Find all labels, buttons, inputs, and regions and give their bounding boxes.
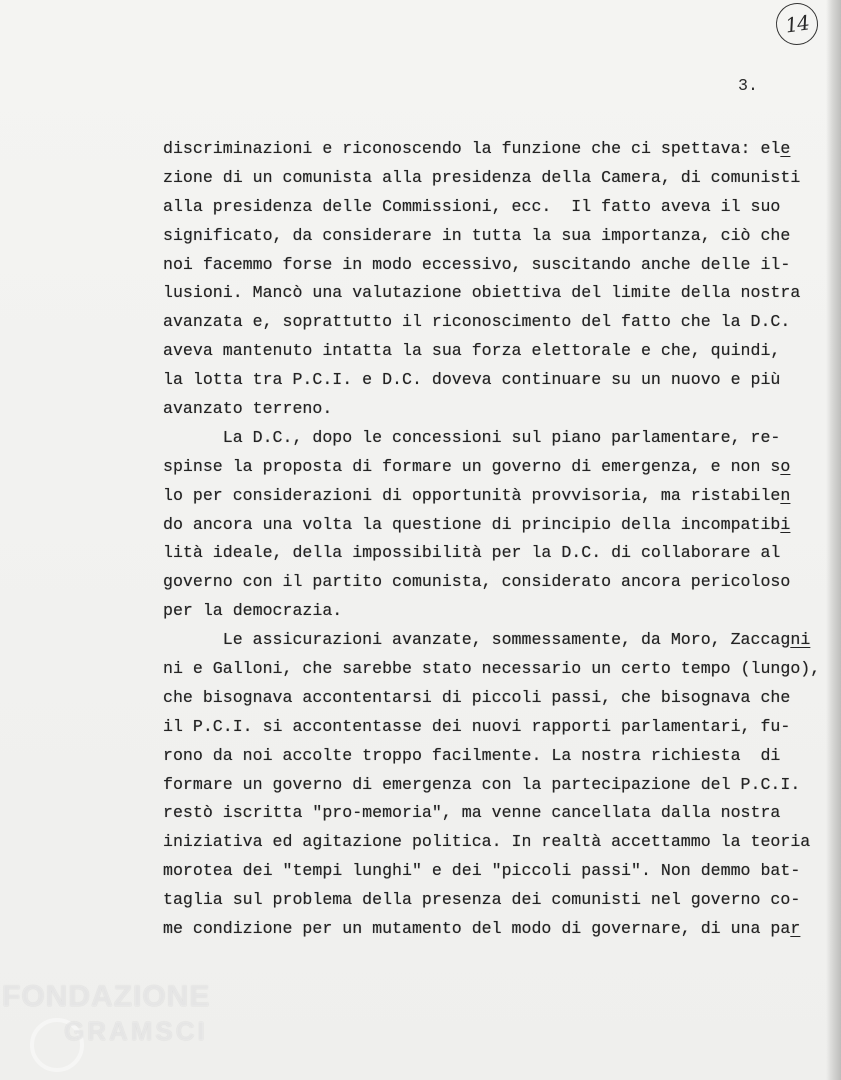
line-text: lo per considerazioni di opportunità provvisoria, ma ristabile [163, 485, 781, 505]
line-text: Le assicurazioni avanzate, sommessamente, da Moro, Zaccag [163, 630, 791, 650]
underlined-text: i [780, 514, 791, 534]
folio-mark-circled [773, 0, 820, 47]
line-text: aveva mantenuto intatta la sua forza elettorale e che, quindi, [163, 341, 781, 361]
text-line [163, 742, 833, 771]
line-text: discriminazioni e riconoscendo la funzione che ci spettava: el [163, 139, 781, 158]
text-line [163, 799, 833, 828]
text-line [163, 308, 833, 337]
underlined-text: ni [790, 630, 811, 650]
text-line [163, 857, 833, 886]
line-text: taglia sul problema della presenza dei comunisti nel governo co- [163, 890, 801, 910]
text-line [163, 626, 833, 655]
line-text: per la democrazia. [163, 601, 343, 621]
line-text: rono da noi accolte troppo facilmente. La nostra richiesta di [163, 745, 781, 765]
text-line [163, 713, 833, 742]
watermark-line-2: GRAMSCI [64, 1016, 208, 1046]
line-text: do ancora una volta la questione di principio della incompatib [163, 514, 781, 534]
line-text: alla presidenza delle Commissioni, ecc. Il fatto aveva il suo [163, 196, 781, 216]
text-line [163, 655, 833, 684]
text-line [163, 453, 833, 482]
line-text: La D.C., dopo le concessioni sul piano parlamentare, re- [163, 427, 781, 447]
line-text: governo con il partito comunista, considerato ancora pericoloso [163, 572, 791, 592]
line-text: me condizione per un mutamento del modo di governare, di una pa [163, 919, 791, 939]
underlined-text: n [780, 485, 791, 505]
text-line [163, 828, 833, 857]
line-text: lusioni. Mancò una valutazione obiettiva del limite della nostra [163, 283, 801, 303]
text-line [163, 771, 833, 800]
text-line [163, 222, 833, 251]
line-text: il P.C.I. si accontentasse dei nuovi rapporti parlamentari, fu- [163, 716, 791, 736]
text-line [163, 395, 833, 424]
line-text: restò iscritta "pro-memoria", ma venne cancellata dalla nostra [163, 803, 781, 823]
text-line [163, 482, 833, 511]
text-line [163, 539, 833, 568]
line-text: spinse la proposta di formare un governo di emergenza, e non s [163, 456, 781, 476]
text-line [163, 568, 833, 597]
text-line [163, 251, 833, 280]
text-line [163, 279, 833, 308]
text-line [163, 337, 833, 366]
underlined-text: e [780, 139, 791, 158]
text-line [163, 135, 833, 164]
line-text: formare un governo di emergenza con la partecipazione del P.C.I. [163, 774, 801, 794]
text-line [163, 915, 833, 944]
line-text: morotea dei "tempi lunghi" e dei "piccoli passi". Non demmo bat- [163, 861, 801, 881]
folio-number: 14 [783, 10, 811, 38]
line-text: avanzata e, soprattutto il riconoscimento del fatto che la D.C. [163, 312, 791, 332]
line-text: significato, da considerare in tutta la sua importanza, ciò che [163, 225, 791, 245]
text-line [163, 597, 833, 626]
text-line [163, 511, 833, 540]
line-text: noi facemmo forse in modo eccessivo, suscitando anche delle il- [163, 254, 791, 274]
underlined-text: o [780, 456, 791, 476]
line-text: avanzato terreno. [163, 399, 333, 419]
line-text: lità ideale, della impossibilità per la D.C. di collaborare al [163, 543, 781, 563]
text-line [163, 886, 833, 915]
line-text: ni e Galloni, che sarebbe stato necessario un certo tempo (lungo), [163, 659, 821, 679]
text-line [163, 684, 833, 713]
text-line [163, 193, 833, 222]
text-line [163, 164, 833, 193]
line-text: zione di un comunista alla presidenza della Camera, di comunisti [163, 167, 801, 187]
line-text: iniziativa ed agitazione politica. In realtà accettammo la teoria [163, 832, 811, 852]
text-line [163, 366, 833, 395]
typewritten-body [163, 135, 833, 944]
line-text: la lotta tra P.C.I. e D.C. doveva continuare su un nuovo e più [163, 370, 781, 390]
watermark-line-1: FONDAZIONE [2, 980, 211, 1013]
page-number: 3. [738, 76, 758, 95]
watermark-logo [2, 982, 210, 1044]
underlined-text: r [790, 919, 801, 939]
line-text: che bisognava accontentarsi di piccoli passi, che bisognava che [163, 687, 791, 707]
text-line [163, 424, 833, 453]
